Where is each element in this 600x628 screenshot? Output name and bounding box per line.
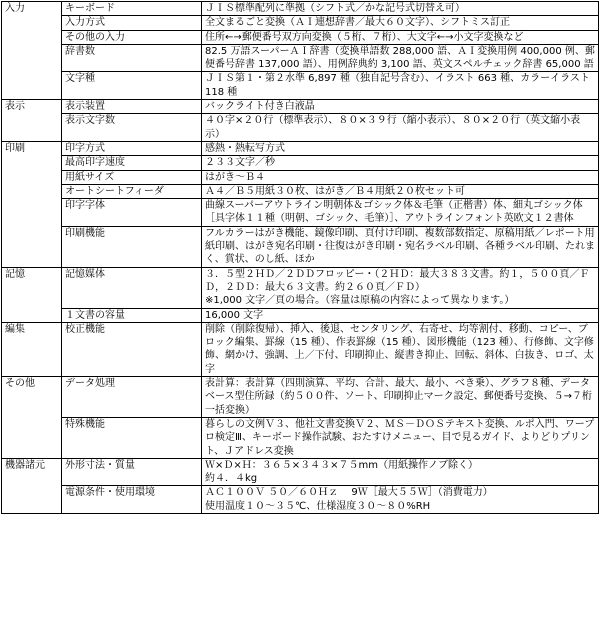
item-value: 16,000 文字 xyxy=(202,308,599,322)
item-label: その他の入力 xyxy=(62,30,202,44)
spec-table-body xyxy=(2,2,599,514)
item-label: 入力方式 xyxy=(62,16,202,30)
item-label: 外形寸法・質量 xyxy=(62,458,202,486)
item-label: 印字字体 xyxy=(62,199,202,227)
item-label: 用紙サイズ xyxy=(62,170,202,184)
spec-row xyxy=(2,156,599,170)
item-label: 印字方式 xyxy=(62,141,202,155)
category-cell: 入力 xyxy=(2,2,62,100)
category-cell: 記憶 xyxy=(2,267,62,322)
spec-row xyxy=(2,72,599,100)
item-value: 暮らしの文例Ｖ３、他社文書変換Ｖ２、ＭＳ－ＤＯＳテキスト変換、ルポ入門、ワープロ検定Ⅲ、キーボード操作試験、おたすけメニュー、目で見るガイド、よりどりプリント、Ｊアドレス変換 xyxy=(202,417,599,458)
spec-row xyxy=(2,100,599,114)
spec-row xyxy=(2,267,599,308)
item-value: ＡＣ１００Ｖ ５０／６０Ｈｚ 9Ｗ［最大５５Ｗ］（消費電力） 使用温度１０～３５℃、仕様湿度３０～８０%RH xyxy=(202,486,599,514)
item-value: はがき～Ｂ４ xyxy=(202,170,599,184)
item-label: キーボード xyxy=(62,2,202,16)
spec-row xyxy=(2,322,599,376)
spec-row xyxy=(2,417,599,458)
spec-row xyxy=(2,226,599,267)
item-value: Ａ４／Ｂ５用紙３０枚、はがき／Ｂ４用紙２０枚セット可 xyxy=(202,184,599,198)
spec-table xyxy=(1,1,599,514)
item-value: 全文まるごと変換（ＡＩ連想辞書／最大６０文字）、シフトミス訂正 xyxy=(202,16,599,30)
spec-row xyxy=(2,30,599,44)
item-value: ＪＩＳ標準配列に準拠（シフト式／かな記号式切替え可） xyxy=(202,2,599,16)
item-value: ＪＩＳ第１・第２水準 6,897 種（独自記号含む）、イラスト 663 種、カラーイラスト 118 種 xyxy=(202,72,599,100)
category-cell: その他 xyxy=(2,377,62,459)
item-value: 住所←→郵便番号双方向変換（５桁、７桁）、大文字←→小文字変換など xyxy=(202,30,599,44)
item-value: 削除（削除復帰）、挿入、後退、センタリング、右寄せ、均等割付、移動、コピー、ブロック編集、罫線（15 種）、作表罫線（15 種）、図形機能（123 種）、行修飾、文字修飾、網かけ、強調、上／下付、印刷抑止、縦書き抑止、回転、斜体、白抜き、ロゴ、太字 xyxy=(202,322,599,376)
item-label: 最高印字速度 xyxy=(62,156,202,170)
spec-row xyxy=(2,486,599,514)
spec-row xyxy=(2,16,599,30)
item-value: 表計算：表計算（四則演算、平均、合計、最大、最小、べき乗）、グラフ８種、データベース型住所録（約５００件、ソート、印刷抑止マーク設定、郵便番号変換、５→７桁一括変換） xyxy=(202,377,599,418)
item-value: バックライト付き白液晶 xyxy=(202,100,599,114)
spec-row xyxy=(2,44,599,72)
category-cell: 編集 xyxy=(2,322,62,376)
spec-row xyxy=(2,199,599,227)
item-value: ３．５型２ＨＤ／２ＤＤフロッピー・（２ＨＤ：最大３８３文書。約１，５００頁／ＦＤ，２ＤＤ：最大６３文書。約２６０頁／ＦＤ） ※1,000 文字／頁の場合。（容量は原稿の内容によって異なります。） xyxy=(202,267,599,308)
item-label: データ処理 xyxy=(62,377,202,418)
item-label: 表示文字数 xyxy=(62,114,202,142)
item-label: 印刷機能 xyxy=(62,226,202,267)
category-cell: 表示 xyxy=(2,100,62,142)
item-value: ２３３文字／秒 xyxy=(202,156,599,170)
item-label: オートシートフィーダ xyxy=(62,184,202,198)
item-value: フルカラーはがき機能、鏡像印刷、頁付け印刷、複数部数指定、原稿用紙／レポート用紙印刷、はがき宛名印刷・往復はがき印刷・宛名ラベル印刷、各種ラベル印刷、たれまく、賞状、のし紙、ほか xyxy=(202,226,599,267)
item-label: 辞書数 xyxy=(62,44,202,72)
item-label: 電源条件・使用環境 xyxy=(62,486,202,514)
item-label: 表示装置 xyxy=(62,100,202,114)
item-label: 特殊機能 xyxy=(62,417,202,458)
spec-row xyxy=(2,170,599,184)
item-label: 校正機能 xyxy=(62,322,202,376)
spec-row xyxy=(2,458,599,486)
spec-row xyxy=(2,114,599,142)
item-value: 感熱・熱転写方式 xyxy=(202,141,599,155)
item-label: 記憶媒体 xyxy=(62,267,202,308)
category-cell: 機器諸元 xyxy=(2,458,62,513)
item-label: １文書の容量 xyxy=(62,308,202,322)
item-value: 曲線スーパーアウトライン明朝体＆ゴシック体＆毛筆（正楷書）体、細丸ゴシック体［具字体１１種（明朝、ゴシック、毛筆）］、アウトラインフォント英欧文１２書体 xyxy=(202,199,599,227)
spec-row xyxy=(2,2,599,16)
spec-row xyxy=(2,308,599,322)
category-cell: 印刷 xyxy=(2,141,62,267)
spec-row xyxy=(2,377,599,418)
spec-row xyxy=(2,184,599,198)
item-value: 82.5 万語スーパーＡＩ辞書（変換単語数 288,000 語、ＡＩ変換用例 400,000 例、郵便番号辞書 137,000 語）、用例辞典約 3,100 語、英文スペルチェック辞書 65,000 語 xyxy=(202,44,599,72)
item-label: 文字種 xyxy=(62,72,202,100)
item-value: ４０字×２０行（標準表示）、８０×３９行（縮小表示）、８０×２０行（英文縮小表示） xyxy=(202,114,599,142)
item-value: Ｗ×Ｄ×Ｈ：３６５×３４３×７５mm（用紙操作ノブ除く） 約４．４kg xyxy=(202,458,599,486)
spec-row xyxy=(2,141,599,155)
